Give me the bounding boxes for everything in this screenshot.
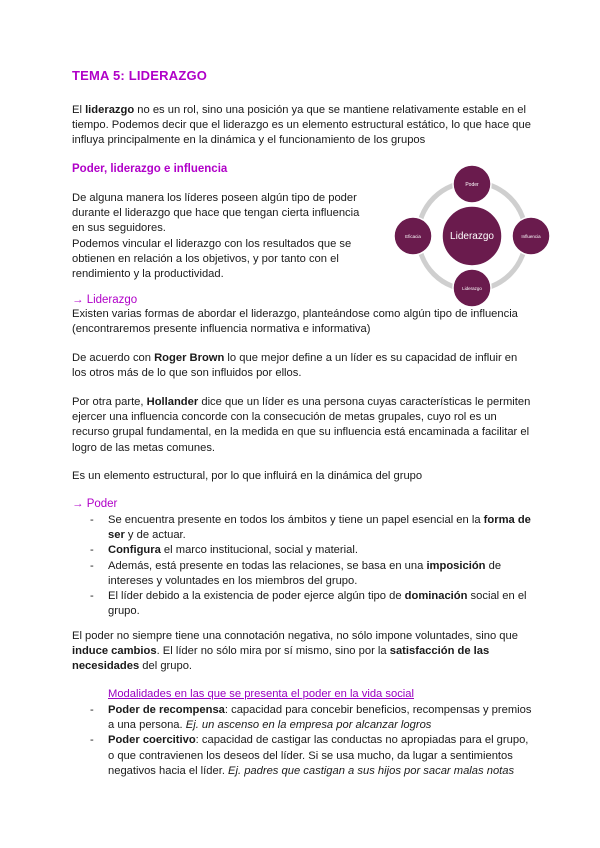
list-item-post: el marco institucional, social y material. (160, 544, 358, 557)
list-item-bold: Configura (108, 544, 161, 557)
s1-paragraph-1: De alguna manera los líderes poseen algún tipo de poder durante el liderazgo que hace que tengan cierta influencia en sus seguidores. (72, 192, 360, 235)
list-item (88, 589, 532, 619)
hollander-pre: Por otra parte, (72, 396, 147, 408)
brown-post: lo que mejor define a un líder es su capacidad de influir en los otros más de lo que son influidos por ellos. (72, 352, 518, 380)
list-item-bold: forma de ser (108, 514, 531, 542)
connotacion-d: satisfacción de las necesidades (72, 645, 490, 673)
list-item-example: Ej. un ascenso en la empresa por alcanzar logros (185, 719, 432, 732)
list-item-bold: imposición (426, 559, 486, 572)
list-item-text: : capacidad de castigar las conductas no apropiadas para el grupo, o que contravienen los deseos del líder. Si se usa mucho, da lugar a sentimientos negativos hacia el líder. (108, 734, 529, 777)
diagram-left-label: Eficacia (405, 234, 421, 239)
list-item-example: Ej. padres que castigan a sus hijos por sacar malas notas (228, 764, 515, 777)
page-title: TEMA 5: LIDERAZGO (72, 68, 208, 83)
connotacion-c: . El líder no sólo mira por sí mismo, sino por la (156, 645, 390, 658)
diagram-bottom-label: Liderazgo (462, 286, 482, 291)
elemento-paragraph: Es un elemento estructural, por lo que influirá en la dinámica del grupo (72, 470, 423, 482)
section-title-poder-liderazgo: Poder, liderazgo e influencia (72, 163, 228, 175)
brown-paragraph (72, 351, 532, 381)
poder-list (88, 513, 532, 619)
brown-pre: De acuerdo con (72, 352, 155, 364)
hollander-bold: Hollander (146, 396, 199, 408)
list-item-bold: Poder coercitivo (108, 734, 196, 747)
intro-post: no es un rol, sino una posición ya que se mantiene relativamente estable en el tiempo. Podemos decir que el liderazgo es un elemento estructural estático, lo que hace que influya principalmente en la dinámica y el funcionamiento de los grupos (72, 104, 531, 147)
list-item-bold: Poder de recompensa (108, 704, 225, 716)
connotacion-e: del grupo. (139, 660, 193, 673)
diagram-right-label: Influencia (521, 234, 541, 239)
intro-pre: El (72, 104, 86, 116)
hollander-paragraph (72, 395, 532, 456)
list-item-post: social en el grupo. (108, 590, 527, 618)
list-item (88, 543, 532, 558)
intro-bold: liderazgo (85, 104, 135, 116)
list-item-post: de intereses y voluntades en los miembros del grupo. (108, 559, 502, 587)
list-item-pre: Además, está presente en todas las relaciones, se basa en una (108, 559, 427, 572)
connotacion-a: El poder no siempre tiene una connotación negativa, no sólo impone voluntades, sino que (72, 630, 518, 642)
list-item-pre: Se encuentra presente en todos los ámbitos y tiene un papel esencial en la (108, 514, 484, 526)
liderazgo-paragraph: Existen varias formas de abordar el liderazgo, planteándose como algún tipo de influencia (encontraremos presente influencia normativa e informativa) (72, 308, 518, 336)
intro-paragraph (72, 103, 532, 149)
list-item-post: y de actuar. (124, 529, 186, 542)
list-item-bold: dominación (404, 590, 468, 603)
hollander-post: dice que un líder es una persona cuyas características le permiten ejercer una influencia concorde con la consecución de metas grupales, cuyo rol es un recurso grupal fundamental, en la medida en que su influencia está encaminada a facilitar el logro de las metas comunes. (72, 396, 531, 454)
list-item-text: : capacidad para concebir beneficios, recompensas y premios a una persona. (108, 704, 532, 732)
diagram-top-label: Poder (465, 182, 479, 188)
list-item (88, 513, 532, 543)
liderazgo-diagram (392, 164, 552, 314)
connotacion-b: induce cambios (72, 645, 157, 658)
diagram-center-label: Liderazgo (450, 231, 494, 242)
brown-bold: Roger Brown (154, 352, 225, 364)
list-item-pre: El líder debido a la existencia de poder ejerce algún tipo de (108, 590, 405, 603)
s1-paragraph-2: Podemos vincular el liderazgo con los resultados que se obtienen en relación a los objetivos, y por tanto con el rendimiento y la productividad. (72, 238, 352, 281)
modalidades-list (88, 703, 532, 779)
list-item (88, 703, 532, 733)
list-item (88, 733, 532, 779)
arrow-heading-liderazgo: → Liderazgo (72, 294, 138, 306)
connotacion-paragraph (72, 629, 532, 675)
list-item (88, 559, 532, 589)
arrow-heading-poder: → Poder (72, 498, 118, 510)
modalidades-title: Modalidades en las que se presenta el poder en la vida social (108, 688, 414, 700)
